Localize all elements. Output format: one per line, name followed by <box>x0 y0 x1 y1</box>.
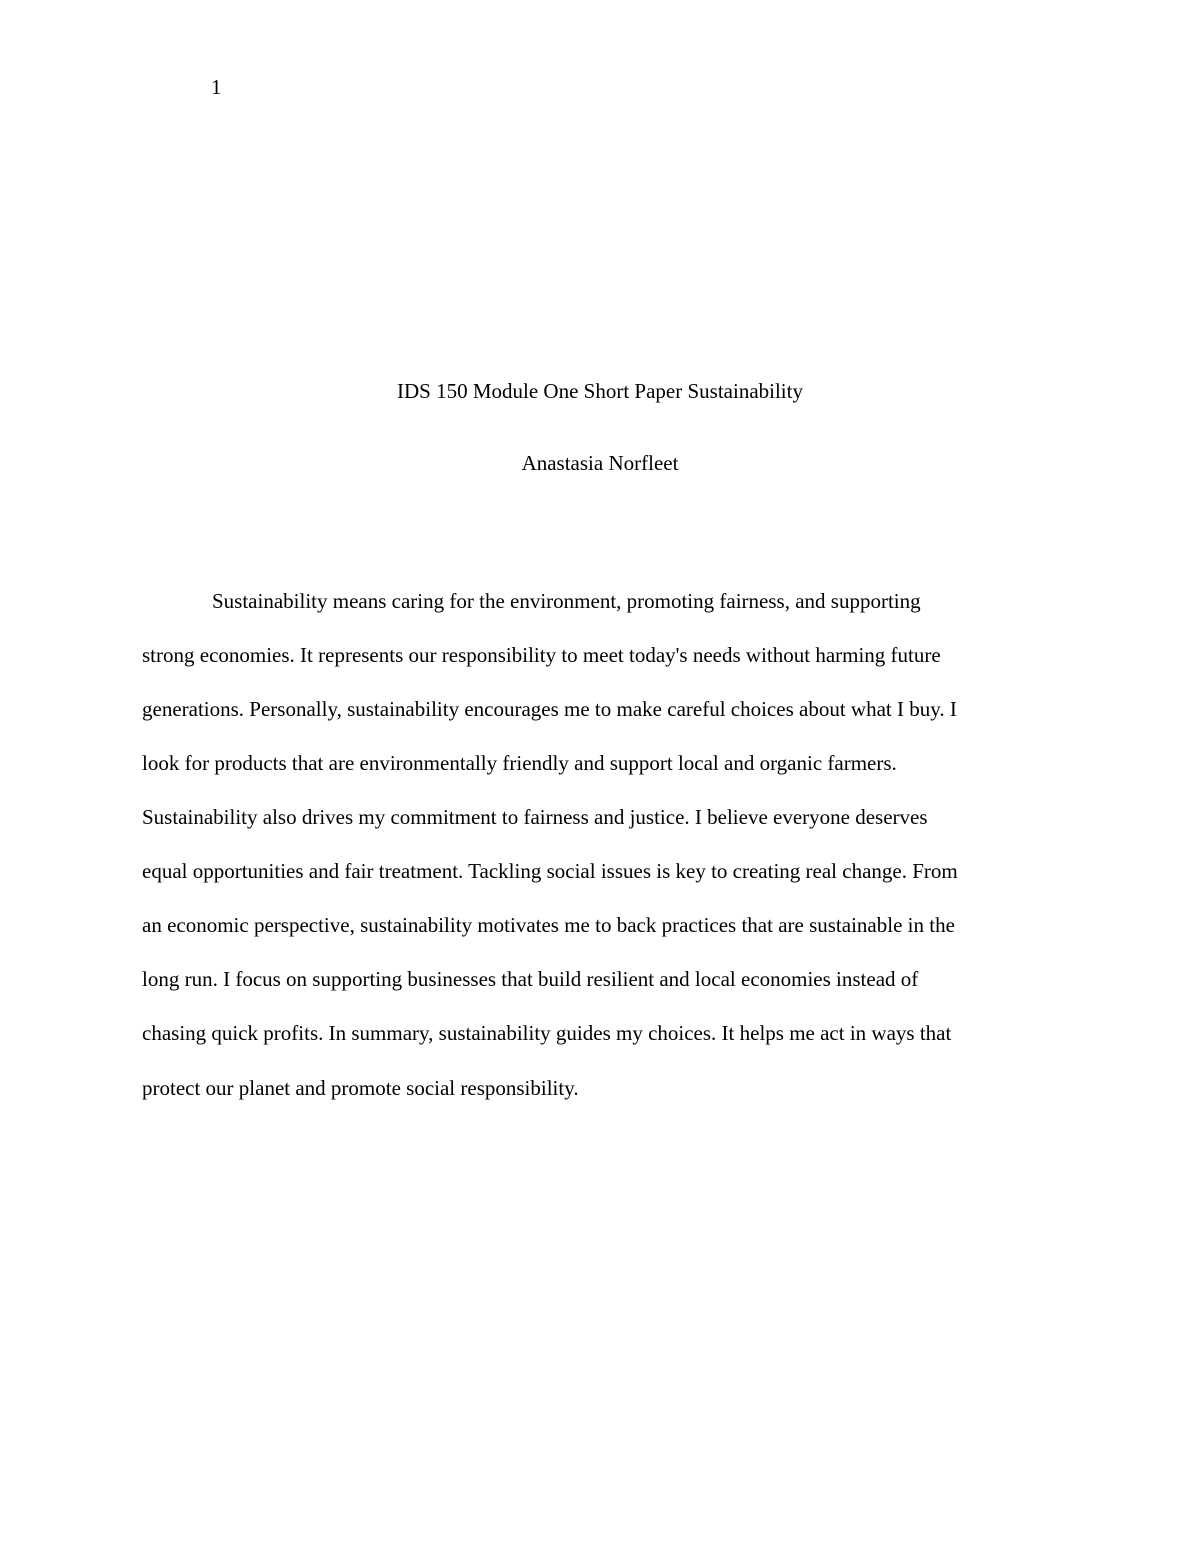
page-number: 1 <box>211 75 222 99</box>
paragraph-line: chasing quick profits. In summary, sustainability guides my choices. It helps me act in ways that <box>142 1021 952 1045</box>
paragraph-line: Sustainability means caring for the environment, promoting fairness, and supporting <box>212 589 921 613</box>
paragraph-line: Sustainability also drives my commitment to fairness and justice. I believe everyone deserves <box>142 805 928 829</box>
paragraph-line: generations. Personally, sustainability encourages me to make careful choices about what I buy. I <box>142 697 957 721</box>
paragraph-line: equal opportunities and fair treatment. Tackling social issues is key to creating real change. From <box>142 859 958 883</box>
paragraph-line: long run. I focus on supporting businesses that build resilient and local economies instead of <box>142 967 919 991</box>
paragraph-line: look for products that are environmentally friendly and support local and organic farmers. <box>142 751 897 775</box>
paragraph-line: strong economies. It represents our responsibility to meet today's needs without harming future <box>142 643 941 667</box>
author-name: Anastasia Norfleet <box>521 451 679 475</box>
paragraph-line: protect our planet and promote social responsibility. <box>142 1076 579 1100</box>
paper-title: IDS 150 Module One Short Paper Sustainability <box>397 379 803 403</box>
paragraph-line: an economic perspective, sustainability motivates me to back practices that are sustainable in the <box>142 913 955 937</box>
